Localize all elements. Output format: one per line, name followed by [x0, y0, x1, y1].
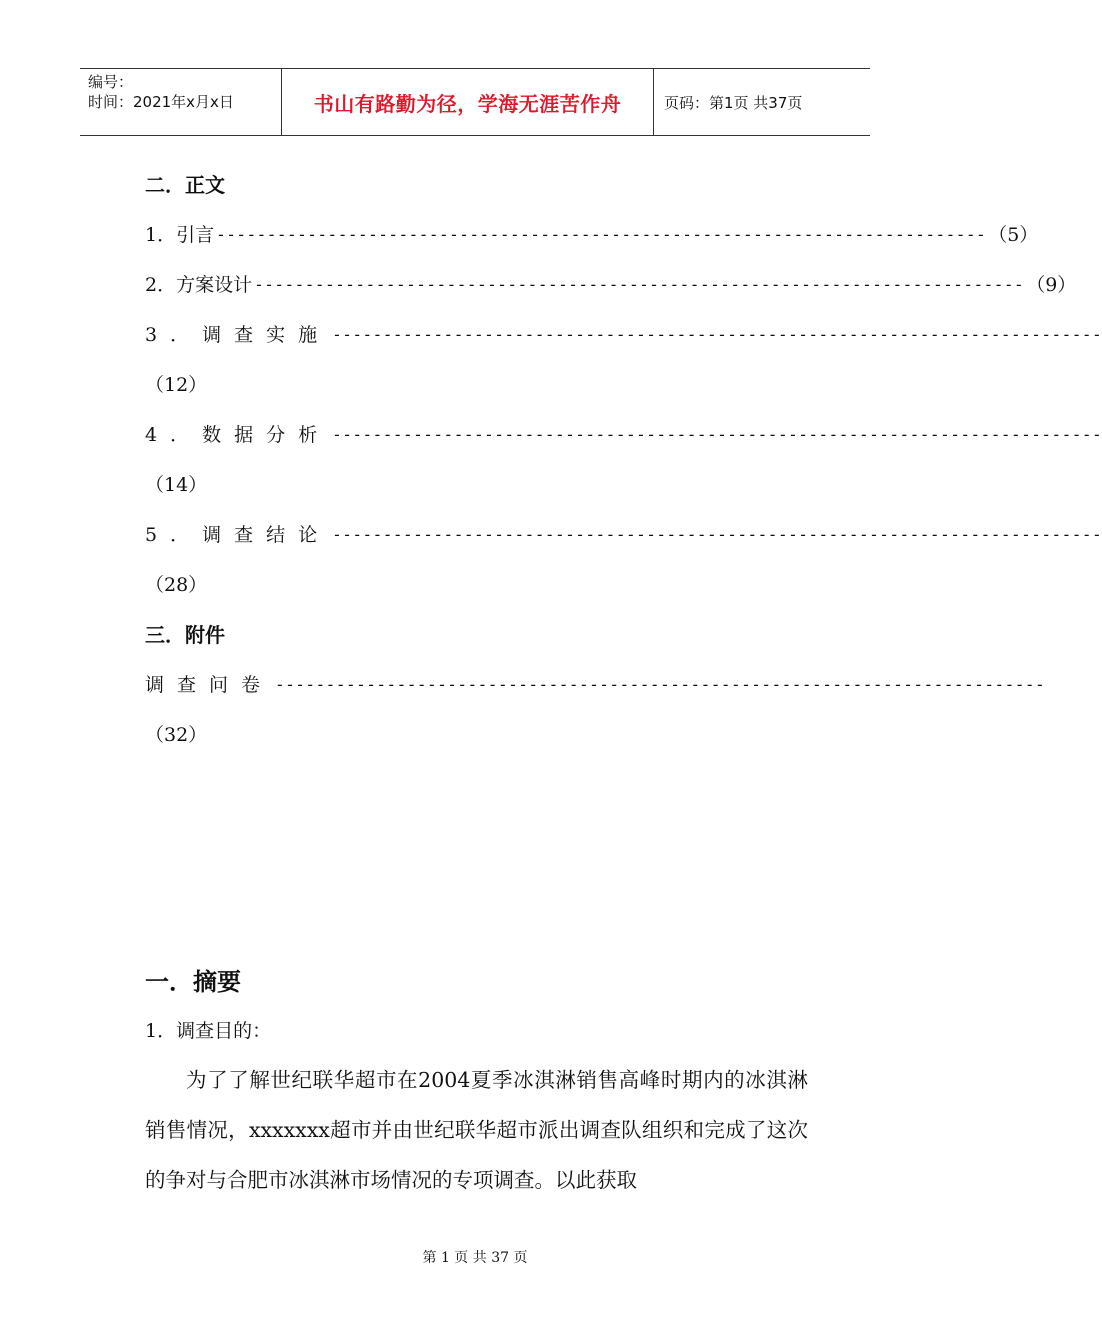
toc-entry-label: 1．引言 [145, 224, 215, 246]
toc-entry-label: 2．方案设计 [145, 274, 253, 296]
abstract-subheading: 1．调查目的： [145, 1020, 272, 1042]
toc-leader: ---------------------------------------------------------------------------- [275, 675, 1046, 694]
document-date: 时间：2021年x月x日 [88, 93, 234, 111]
header-motto-cell [282, 69, 654, 135]
toc-entry-page: （5） [988, 224, 1039, 246]
toc-entry-label: 5．调查结论 [145, 524, 331, 546]
abstract-paragraph: 为了了解世纪联华超市在2004夏季冰淇淋销售高峰时期内的冰淇淋销售情况，xxxxxxx超市并由世纪联华超市派出调查队组织和完成了这次的争对与合肥市冰淇淋市场情况的专项调查。以此获取 [145, 1068, 808, 1192]
toc-entry-page[interactable]: （32） [145, 724, 208, 746]
page-header [80, 68, 870, 136]
table-of-contents [145, 160, 1102, 760]
toc-entry-page[interactable]: （14） [145, 474, 208, 496]
toc-entry[interactable] [145, 310, 1102, 360]
page-footer: 第 1 页 共 37 页 [422, 1250, 528, 1266]
header-motto: 书山有路勤为径，学海无涯苦作舟 [313, 91, 622, 116]
toc-entry[interactable] [145, 210, 1039, 260]
toc-leader: ---------------------------------------------------------------------------- [332, 325, 1102, 344]
header-meta [80, 69, 282, 135]
toc-entry-page[interactable]: （12） [145, 374, 208, 396]
toc-entry-page[interactable]: （28） [145, 574, 208, 596]
abstract-section [145, 955, 808, 1205]
toc-section-heading: 三．附件 [145, 623, 225, 647]
toc-entry-label: 3．调查实施 [145, 324, 331, 346]
toc-leader: ---------------------------------------------------------------------------- [254, 275, 1025, 294]
toc-entry-page: （9） [1026, 274, 1077, 296]
toc-leader: ---------------------------------------------------------------------------- [332, 425, 1102, 444]
toc-entry[interactable] [145, 660, 1046, 710]
toc-leader: ---------------------------------------------------------------------------- [216, 225, 987, 244]
abstract-heading: 一．摘要 [145, 968, 241, 996]
document-number-label: 编号： [88, 73, 134, 91]
toc-entry[interactable] [145, 410, 1102, 460]
toc-entry-label: 调查问卷 [145, 674, 274, 696]
header-page-info: 页码：第1页 共37页 [664, 93, 803, 112]
toc-entry[interactable] [145, 260, 1077, 310]
toc-leader: ---------------------------------------------------------------------------- [332, 525, 1102, 544]
toc-entry[interactable] [145, 510, 1102, 560]
toc-entry-label: 4．数据分析 [145, 424, 331, 446]
toc-section-heading: 二．正文 [145, 173, 225, 197]
header-page-info-cell [654, 69, 870, 135]
